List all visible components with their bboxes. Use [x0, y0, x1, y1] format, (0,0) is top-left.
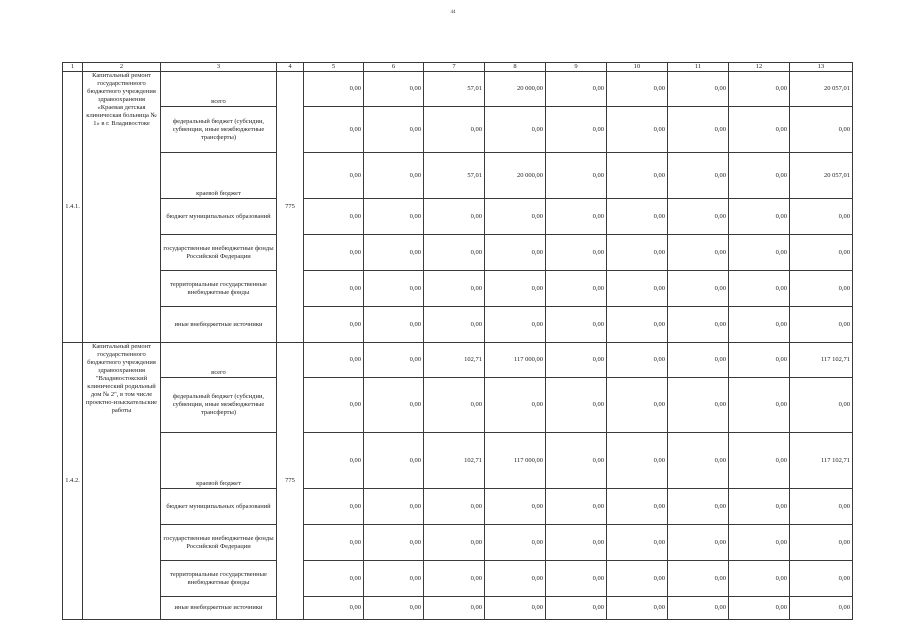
- amount-cell: 0,00: [546, 378, 607, 433]
- funding-source: всего: [161, 72, 277, 107]
- amount-cell: 0,00: [668, 307, 729, 343]
- amount-cell: 117 102,71: [790, 433, 853, 489]
- amount-cell: 0,00: [364, 378, 424, 433]
- amount-cell: 0,00: [546, 489, 607, 525]
- object-name: Капитальный ремонт государственного бюджетного учреждения здравоохранения "Владивостокский клинический родильный дом № 2", в том числе проектно-изыскательские работы: [83, 343, 161, 620]
- table-row: [63, 378, 853, 433]
- amount-cell: 0,00: [668, 199, 729, 235]
- column-header: 7: [424, 63, 485, 72]
- amount-cell: 0,00: [729, 235, 790, 271]
- amount-cell: 0,00: [546, 525, 607, 561]
- funding-source: краевой бюджет: [161, 433, 277, 489]
- amount-cell: 0,00: [729, 433, 790, 489]
- amount-cell: 0,00: [790, 489, 853, 525]
- column-header: 12: [729, 63, 790, 72]
- budget-table: [62, 62, 853, 620]
- amount-cell: 0,00: [304, 72, 364, 107]
- amount-cell: 0,00: [668, 343, 729, 378]
- column-header: 13: [790, 63, 853, 72]
- budget-code: 775: [277, 343, 304, 620]
- amount-cell: 0,00: [668, 525, 729, 561]
- amount-cell: 0,00: [607, 307, 668, 343]
- amount-cell: 0,00: [729, 307, 790, 343]
- funding-source: бюджет муниципальных образований: [161, 199, 277, 235]
- amount-cell: 0,00: [304, 489, 364, 525]
- amount-cell: 0,00: [607, 235, 668, 271]
- amount-cell: 102,71: [424, 343, 485, 378]
- amount-cell: 0,00: [546, 72, 607, 107]
- amount-cell: 0,00: [304, 107, 364, 153]
- amount-cell: 0,00: [607, 597, 668, 620]
- funding-source: территориальные государственные внебюджетные фонды: [161, 271, 277, 307]
- funding-source: бюджет муниципальных образований: [161, 489, 277, 525]
- amount-cell: 0,00: [364, 235, 424, 271]
- amount-cell: 0,00: [668, 107, 729, 153]
- amount-cell: 0,00: [668, 433, 729, 489]
- amount-cell: 0,00: [424, 525, 485, 561]
- column-header: 2: [83, 63, 161, 72]
- amount-cell: 0,00: [546, 433, 607, 489]
- amount-cell: 102,71: [424, 433, 485, 489]
- column-header: 10: [607, 63, 668, 72]
- amount-cell: 0,00: [364, 199, 424, 235]
- amount-cell: 0,00: [546, 561, 607, 597]
- funding-source: территориальные государственные внебюджетные фонды: [161, 561, 277, 597]
- column-header: 1: [63, 63, 83, 72]
- funding-source: иные внебюджетные источники: [161, 597, 277, 620]
- amount-cell: 0,00: [424, 107, 485, 153]
- page-number: 44: [450, 10, 456, 15]
- amount-cell: 0,00: [607, 271, 668, 307]
- amount-cell: 0,00: [304, 235, 364, 271]
- amount-cell: 0,00: [304, 561, 364, 597]
- amount-cell: 0,00: [364, 489, 424, 525]
- object-name: Капитальный ремонт государственного бюджетного учреждения здравоохранения «Краевая детская клиническая больница № 1» в г. Владивостоке: [83, 72, 161, 343]
- amount-cell: 0,00: [668, 378, 729, 433]
- amount-cell: 0,00: [607, 561, 668, 597]
- table-row: [63, 433, 853, 489]
- table-row: [63, 525, 853, 561]
- amount-cell: 0,00: [668, 153, 729, 199]
- amount-cell: 0,00: [424, 271, 485, 307]
- table-row: [63, 199, 853, 235]
- amount-cell: 0,00: [485, 378, 546, 433]
- amount-cell: 0,00: [790, 199, 853, 235]
- amount-cell: 57,01: [424, 72, 485, 107]
- amount-cell: 0,00: [546, 199, 607, 235]
- amount-cell: 0,00: [729, 153, 790, 199]
- amount-cell: 117 000,00: [485, 343, 546, 378]
- amount-cell: 0,00: [364, 153, 424, 199]
- amount-cell: 20 057,01: [790, 153, 853, 199]
- amount-cell: 0,00: [424, 378, 485, 433]
- amount-cell: 0,00: [729, 525, 790, 561]
- amount-cell: 0,00: [729, 107, 790, 153]
- amount-cell: 0,00: [304, 199, 364, 235]
- amount-cell: 0,00: [668, 235, 729, 271]
- column-header: 4: [277, 63, 304, 72]
- amount-cell: 0,00: [485, 199, 546, 235]
- amount-cell: 0,00: [304, 597, 364, 620]
- amount-cell: 0,00: [485, 307, 546, 343]
- funding-source: государственные внебюджетные фонды Российской Федерации: [161, 235, 277, 271]
- amount-cell: 0,00: [668, 561, 729, 597]
- table-row: [63, 107, 853, 153]
- amount-cell: 0,00: [485, 525, 546, 561]
- amount-cell: 0,00: [729, 378, 790, 433]
- amount-cell: 0,00: [546, 235, 607, 271]
- table-row: [63, 153, 853, 199]
- amount-cell: 0,00: [790, 235, 853, 271]
- funding-source: федеральный бюджет (субсидии, субвенции, иные межбюджетные трансферты): [161, 107, 277, 153]
- column-header: 5: [304, 63, 364, 72]
- amount-cell: 0,00: [729, 561, 790, 597]
- amount-cell: 0,00: [304, 271, 364, 307]
- amount-cell: 0,00: [607, 72, 668, 107]
- table-row: [63, 489, 853, 525]
- amount-cell: 0,00: [729, 597, 790, 620]
- amount-cell: 0,00: [304, 343, 364, 378]
- column-header: 8: [485, 63, 546, 72]
- amount-cell: 117 000,00: [485, 433, 546, 489]
- amount-cell: 0,00: [546, 271, 607, 307]
- amount-cell: 0,00: [668, 597, 729, 620]
- amount-cell: 0,00: [304, 153, 364, 199]
- amount-cell: 0,00: [607, 378, 668, 433]
- amount-cell: 0,00: [668, 489, 729, 525]
- amount-cell: 0,00: [729, 489, 790, 525]
- amount-cell: 0,00: [304, 433, 364, 489]
- amount-cell: 0,00: [364, 525, 424, 561]
- amount-cell: 0,00: [364, 343, 424, 378]
- column-number-row: [63, 63, 853, 72]
- amount-cell: 0,00: [364, 72, 424, 107]
- amount-cell: 117 102,71: [790, 343, 853, 378]
- amount-cell: 0,00: [485, 235, 546, 271]
- amount-cell: 20 000,00: [485, 153, 546, 199]
- amount-cell: 0,00: [729, 72, 790, 107]
- table-row: [63, 561, 853, 597]
- table-row: [63, 271, 853, 307]
- amount-cell: 0,00: [668, 271, 729, 307]
- amount-cell: 0,00: [607, 525, 668, 561]
- amount-cell: 0,00: [607, 107, 668, 153]
- amount-cell: 0,00: [668, 72, 729, 107]
- amount-cell: 0,00: [424, 235, 485, 271]
- amount-cell: 0,00: [790, 525, 853, 561]
- column-header: 9: [546, 63, 607, 72]
- amount-cell: 0,00: [364, 107, 424, 153]
- funding-source: всего: [161, 343, 277, 378]
- amount-cell: 0,00: [546, 597, 607, 620]
- amount-cell: 0,00: [485, 271, 546, 307]
- amount-cell: 0,00: [790, 378, 853, 433]
- column-header: 6: [364, 63, 424, 72]
- table-row: [63, 235, 853, 271]
- amount-cell: 0,00: [607, 153, 668, 199]
- table-body: [63, 72, 853, 620]
- table-row: [63, 597, 853, 620]
- amount-cell: 0,00: [424, 307, 485, 343]
- amount-cell: 0,00: [729, 343, 790, 378]
- row-index: 1.4.2.: [63, 343, 83, 620]
- amount-cell: 0,00: [364, 307, 424, 343]
- amount-cell: 0,00: [364, 561, 424, 597]
- amount-cell: 0,00: [790, 271, 853, 307]
- amount-cell: 20 057,01: [790, 72, 853, 107]
- amount-cell: 0,00: [729, 199, 790, 235]
- amount-cell: 0,00: [729, 271, 790, 307]
- table-row: [63, 307, 853, 343]
- amount-cell: 0,00: [607, 343, 668, 378]
- amount-cell: 0,00: [607, 199, 668, 235]
- funding-source: краевой бюджет: [161, 153, 277, 199]
- row-index: 1.4.1.: [63, 72, 83, 343]
- amount-cell: 0,00: [424, 489, 485, 525]
- amount-cell: 0,00: [790, 107, 853, 153]
- funding-source: иные внебюджетные источники: [161, 307, 277, 343]
- amount-cell: 0,00: [790, 561, 853, 597]
- column-header: 3: [161, 63, 277, 72]
- budget-code: 775: [277, 72, 304, 343]
- funding-source: государственные внебюджетные фонды Российской Федерации: [161, 525, 277, 561]
- column-header: 11: [668, 63, 729, 72]
- amount-cell: 0,00: [546, 153, 607, 199]
- amount-cell: 0,00: [790, 597, 853, 620]
- table-row: [63, 343, 853, 378]
- amount-cell: 0,00: [424, 597, 485, 620]
- amount-cell: 0,00: [485, 489, 546, 525]
- amount-cell: 57,01: [424, 153, 485, 199]
- amount-cell: 0,00: [485, 597, 546, 620]
- amount-cell: 0,00: [424, 561, 485, 597]
- amount-cell: 0,00: [607, 433, 668, 489]
- amount-cell: 0,00: [304, 307, 364, 343]
- amount-cell: 0,00: [546, 343, 607, 378]
- amount-cell: 0,00: [546, 107, 607, 153]
- amount-cell: 0,00: [364, 271, 424, 307]
- amount-cell: 0,00: [364, 433, 424, 489]
- amount-cell: 0,00: [304, 525, 364, 561]
- amount-cell: 0,00: [607, 489, 668, 525]
- amount-cell: 0,00: [790, 307, 853, 343]
- amount-cell: 20 000,00: [485, 72, 546, 107]
- amount-cell: 0,00: [485, 107, 546, 153]
- amount-cell: 0,00: [424, 199, 485, 235]
- amount-cell: 0,00: [485, 561, 546, 597]
- amount-cell: 0,00: [304, 378, 364, 433]
- amount-cell: 0,00: [364, 597, 424, 620]
- amount-cell: 0,00: [546, 307, 607, 343]
- funding-source: федеральный бюджет (субсидии, субвенции, иные межбюджетные трансферты): [161, 378, 277, 433]
- table-row: [63, 72, 853, 107]
